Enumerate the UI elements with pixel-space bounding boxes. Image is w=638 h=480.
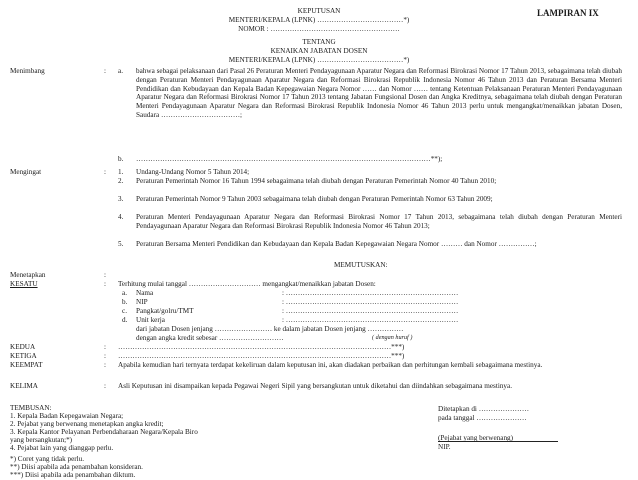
kelima-text: Asli Keputusan ini disampaikan kepada Pegawai Negeri Sipil yang bersangkutan untuk diketahui dan diindahkan sebagaimana mestinya. bbox=[118, 382, 513, 390]
tanggal-line: pada tanggal ………………… bbox=[438, 414, 527, 422]
field-mark: d. bbox=[122, 316, 128, 324]
kedua-colon: : bbox=[104, 343, 106, 351]
kesatu-colon: : bbox=[104, 280, 106, 288]
tembusan-item: 2. Pejabat yang berwenang menetapkan angka kredit; bbox=[10, 420, 164, 428]
field-mark: a. bbox=[122, 289, 127, 297]
ketiga-label: KETIGA bbox=[10, 352, 37, 360]
mengingat-colon: : bbox=[104, 168, 106, 176]
ditetapkan-line: Ditetapkan di ………………… bbox=[438, 405, 530, 413]
mengingat-item: Peraturan Menteri Pendayagunaan Aparatur Negara dan Reformasi Birokrasi Nomor 17 Tahun 2013, sebagaimana telah diubah dengan Peraturan Menteri Pendayagunaan Aparatur Negara dan Reformasi Birokrasi Republik Indonesia Nomor 46 Tahun 2013; bbox=[136, 213, 622, 230]
menimbang-colon: : bbox=[104, 67, 106, 75]
tentang-label: TENTANG bbox=[302, 38, 336, 46]
kesatu-label: KESATU bbox=[10, 280, 38, 288]
kedua-label: KEDUA bbox=[10, 343, 36, 351]
subject-line: KENAIKAN JABATAN DOSEN bbox=[270, 47, 368, 55]
field-value: : ……………………………………………………………… bbox=[282, 307, 459, 315]
menimbang-label: Menimbang bbox=[10, 67, 45, 75]
kedua-text: ……………………………………………………………………………………………………***) bbox=[118, 343, 405, 351]
tembusan-item: 4. Pejabat lain yang dianggap perlu. bbox=[10, 444, 114, 452]
tembusan-item: 1. Kepala Badan Kepegawaian Negara; bbox=[10, 412, 124, 420]
ketiga-text: ……………………………………………………………………………………………………***) bbox=[118, 352, 405, 360]
mengingat-item-number: 5. bbox=[118, 240, 124, 248]
field-name: Unit kerja bbox=[136, 316, 165, 324]
field-value: : ……………………………………………………………… bbox=[282, 316, 459, 324]
doc-title: KEPUTUSAN bbox=[297, 7, 341, 15]
kesatu-intro: Terhitung mulai tanggal ………………………… mengangkat/menaikkan jabatan Dosen: bbox=[118, 280, 376, 288]
nomor-line: NOMOR : ……………………………………………… bbox=[238, 25, 400, 33]
menetapkan-label: Menetapkan bbox=[10, 271, 46, 279]
footnote: **) Diisi apabila ada penambahan konsideran. bbox=[10, 463, 143, 471]
footnote: *) Coret yang tidak perlu. bbox=[10, 455, 85, 463]
mengingat-label: Mengingat bbox=[10, 168, 42, 176]
signature-underline bbox=[438, 441, 558, 442]
tembusan-item: yang bersangkutan;*) bbox=[10, 436, 73, 444]
field-value: : ……………………………………………………………… bbox=[282, 298, 459, 306]
field-mark: c. bbox=[122, 307, 127, 315]
memutuskan-heading: MEMUTUSKAN: bbox=[334, 261, 388, 269]
mengingat-item-number: 2. bbox=[118, 177, 124, 185]
field-value: : ……………………………………………………………… bbox=[282, 289, 459, 297]
mengingat-item-number: 3. bbox=[118, 195, 124, 203]
menetapkan-colon: : bbox=[104, 271, 106, 279]
nip-label: NIP. bbox=[438, 443, 451, 451]
tembusan-item: 3. Kepala Kantor Pelayanan Perbendaharaan Negara/Kepala Biro bbox=[10, 428, 198, 436]
pejabat-line: (Pejabat yang berwenang) bbox=[438, 434, 514, 442]
kesatu-angka-note: ( dengan huruf ) bbox=[372, 334, 413, 341]
menteri-line: MENTERI/KEPALA (LPNK) ………………………………*) bbox=[228, 16, 410, 24]
mengingat-item: Peraturan Bersama Menteri Pendidikan dan Kebudayaan dan Kepala Badan Kepegawaian Negara Nomor ……… dan Nomor ……………; bbox=[136, 240, 537, 248]
menimbang-b-text: ……………………………………………………………………………………………………………**); bbox=[136, 155, 443, 163]
menimbang-b-mark: b. bbox=[118, 155, 124, 163]
tembusan-title: TEMBUSAN: bbox=[10, 404, 52, 412]
kelima-colon: : bbox=[104, 382, 106, 390]
keempat-text: Apabila kemudian hari ternyata terdapat kekeliruan dalam keputusan ini, akan diadakan perbaikan dan perhitungan kembali sebagaimana mestinya. bbox=[118, 361, 543, 369]
menimbang-a-mark: a. bbox=[118, 67, 123, 75]
mengingat-item: Peraturan Pemerintah Nomor 9 Tahun 2003 sebagaimana telah diubah dengan Peraturan Pemerintah Nomor 63 Tahun 2009; bbox=[136, 195, 493, 203]
mengingat-item: Undang-Undang Nomor 5 Tahun 2014; bbox=[136, 168, 250, 176]
keempat-colon: : bbox=[104, 361, 106, 369]
ketiga-colon: : bbox=[104, 352, 106, 360]
footnote: ***) Diisi apabila ada penambahan diktum. bbox=[10, 471, 136, 479]
kesatu-angka-line: dengan angka kredit sebesar ……………………… bbox=[136, 334, 284, 342]
menteri-line-2: MENTERI/KEPALA (LPNK) ………………………………*) bbox=[228, 56, 410, 64]
mengingat-item-number: 1. bbox=[118, 168, 124, 176]
field-mark: b. bbox=[122, 298, 128, 306]
menimbang-a-text: bahwa sebagai pelaksanaan dari Pasal 26 Peraturan Menteri Pendayagunaan Aparatur Negara dan Reformasi Birokrasi Nomor 17 Tahun 2013, sebagaimana telah diubah dengan Peraturan Menteri Pendayagunaan Aparatur Negara dan Reformasi Birokrasi Republik Indonesia Nomor 46 Tahun 2013 dan Peraturan Bersama Menteri Pendidikan dan Kebudayaan dan Kepala Badan Kepegawaian Negara Nomor …… dan Nomor …… tentang Ketentuan Pelaksanaan Peraturan Menteri Pendayagunaan Aparatur Negara dan Reformasi Birokrasi Nomor 17 Tahun 2013 tentang Jabatan Fungsional Dosen dan Angka Kreditnya, sebagaimana telah diubah dengan Peraturan Menteri Pendayagunaan Aparatur Negara dan Reformasi Birokrasi Republik Indonesia Nomor 46 Tahun 2013 perlu untuk mengangkat/menaikkan jabatan Dosen, Saudara ……………………………; bbox=[136, 67, 622, 119]
keempat-label: KEEMPAT bbox=[10, 361, 43, 369]
field-name: NIP bbox=[136, 298, 148, 306]
lampiran-label: LAMPIRAN IX bbox=[537, 8, 599, 18]
mengingat-item-number: 4. bbox=[118, 213, 124, 221]
field-name: Pangkat/golru/TMT bbox=[136, 307, 194, 315]
kelima-label: KELIMA bbox=[10, 382, 38, 390]
kesatu-dari-line: dari jabatan Dosen jenjang …………………… ke dalam jabatan Dosen jenjang …………… bbox=[136, 325, 404, 333]
mengingat-item: Peraturan Pemerintah Nomor 16 Tahun 1994 sebagaimana telah diubah dengan Peraturan Pemerintah Nomor 40 Tahun 2010; bbox=[136, 177, 497, 185]
field-name: Nama bbox=[136, 289, 154, 297]
